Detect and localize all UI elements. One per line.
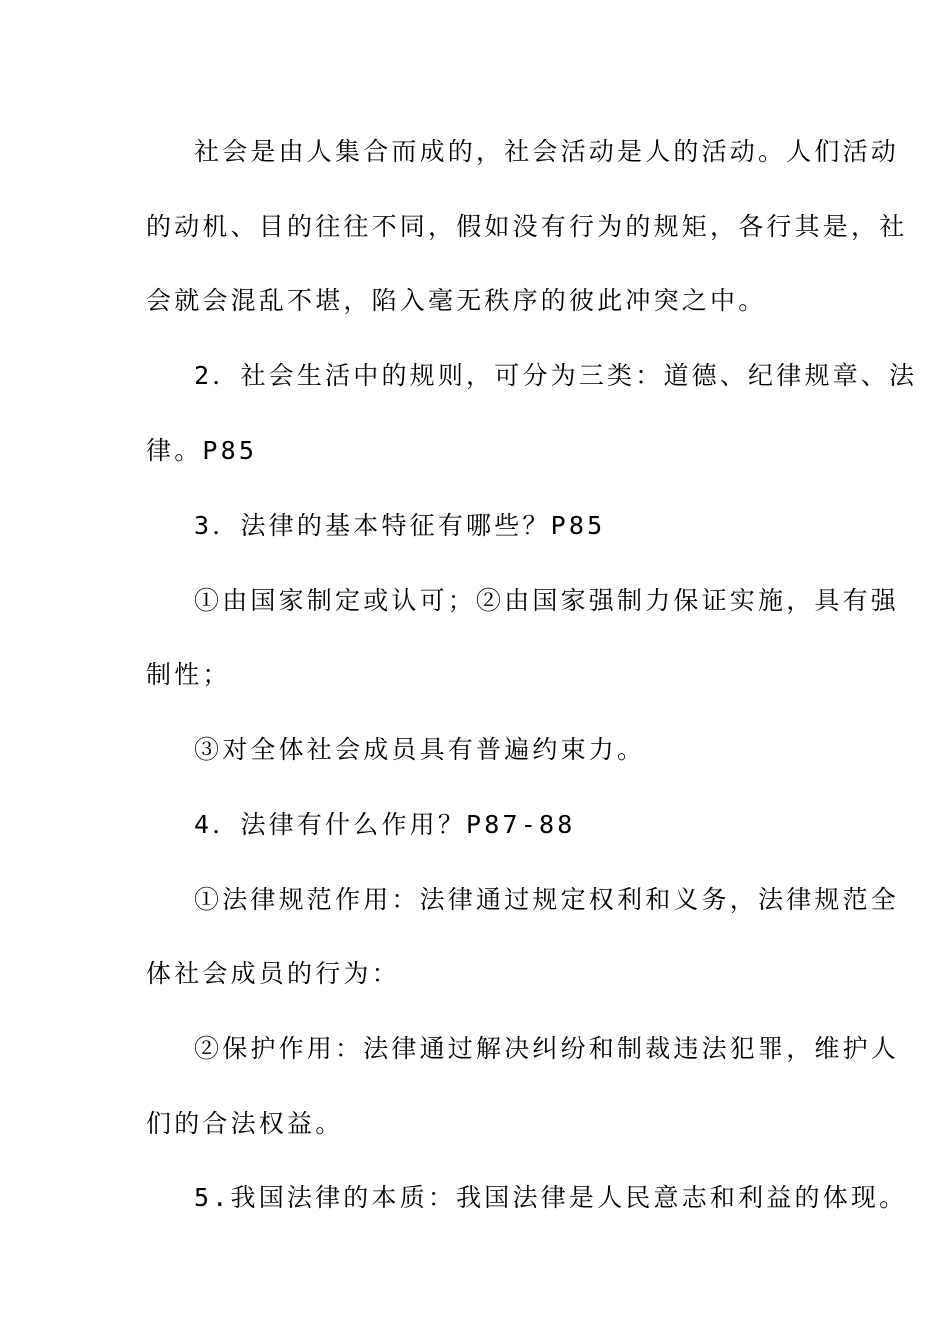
paragraph-8-line-2: 们的合法权益。	[146, 1109, 344, 1138]
paragraph-1-line-2: 的动机、目的往往不同，假如没有行为的规矩，各行其是，社	[146, 212, 908, 241]
paragraph-7-line-2: 体社会成员的行为：	[146, 959, 400, 988]
paragraph-1-line-3: 会就会混乱不堪，陷入毫无秩序的彼此冲突之中。	[146, 286, 767, 315]
paragraph-5-line-1: ③对全体社会成员具有普遍约束力。	[194, 735, 646, 764]
paragraph-9-line-1: 5.我国法律的本质：我国法律是人民意志和利益的体现。	[194, 1183, 908, 1212]
paragraph-6-line-1: 4．法律有什么作用？P87-88	[194, 810, 576, 839]
paragraph-2-line-2: 律。P85	[146, 436, 258, 465]
paragraph-4-line-1: ①由国家制定或认可；②由国家强制力保证实施，具有强	[194, 586, 900, 615]
paragraph-3-line-1: 3．法律的基本特征有哪些？P85	[194, 511, 606, 540]
paragraph-8-line-1: ②保护作用：法律通过解决纠纷和制裁违法犯罪，维护人	[194, 1034, 900, 1063]
paragraph-7-line-1: ①法律规范作用：法律通过规定权利和义务，法律规范全	[194, 885, 900, 914]
paragraph-2-line-1: 2．社会生活中的规则，可分为三类：道德、纪律规章、法	[194, 361, 918, 390]
paragraph-4-line-2: 制性；	[146, 660, 231, 689]
paragraph-1-line-1: 社会是由人集合而成的，社会活动是人的活动。人们活动	[194, 137, 900, 166]
